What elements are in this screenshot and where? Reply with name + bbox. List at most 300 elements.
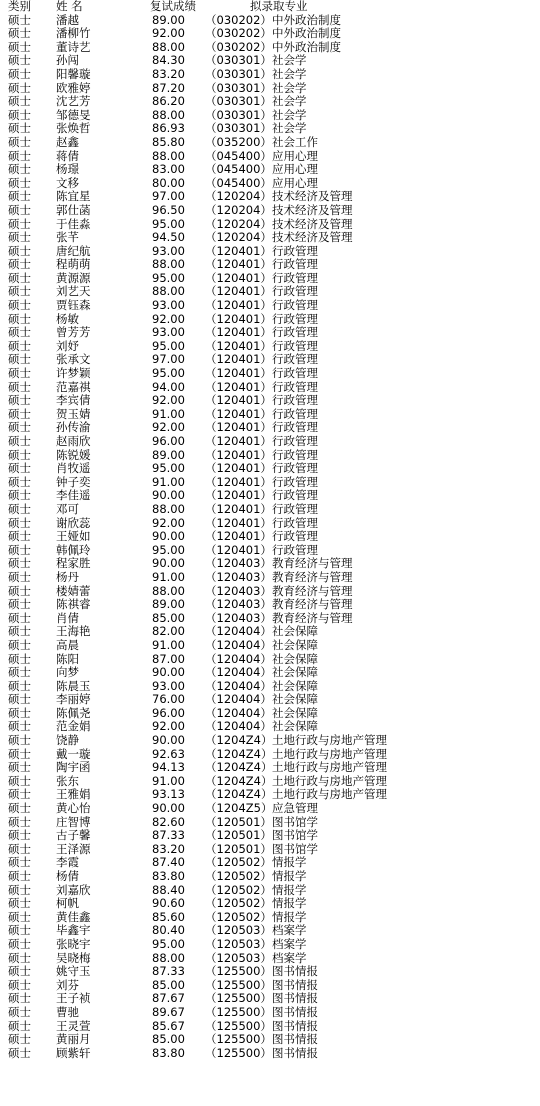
table-row (0, 353, 540, 367)
cell-score: 88.00 (152, 583, 185, 598)
cell-name: 刘妤 (56, 338, 79, 353)
cell-code: （120502） (205, 869, 272, 883)
header-score: 复试成绩 (150, 0, 196, 13)
cell-score: 85.60 (152, 909, 185, 924)
cell-major: 土地行政与房地产管理 (272, 787, 387, 802)
cell-major: 土地行政与房地产管理 (272, 773, 387, 788)
header-type: 类别 (8, 0, 31, 13)
cell-type: 硕士 (8, 284, 31, 299)
cell-code: （120404） (205, 719, 272, 734)
cell-code: （120401） (205, 420, 272, 435)
table-row (0, 924, 540, 938)
cell-name: 黄佳鑫 (56, 909, 91, 924)
cell-type: 硕士 (8, 121, 31, 136)
table-row (0, 340, 540, 354)
cell-code: （045400） (205, 148, 272, 163)
cell-name: 赵鑫 (56, 134, 79, 149)
cell-name: 古子馨 (56, 828, 91, 843)
cell-major: 中外政治制度 (272, 26, 341, 41)
cell-type: 硕士 (8, 936, 31, 951)
cell-code: （120401） (205, 325, 272, 340)
table-row (0, 1047, 540, 1061)
cell-type: 硕士 (8, 678, 31, 693)
cell-major: 图书情报 (272, 1004, 318, 1019)
table-row (0, 992, 540, 1006)
table-row (0, 326, 540, 340)
cell-major: 行政管理 (272, 270, 318, 285)
cell-type: 硕士 (8, 26, 31, 41)
cell-major: 社会学 (272, 53, 307, 68)
cell-type: 硕士 (8, 352, 31, 367)
cell-name: 黄丽月 (56, 1032, 91, 1047)
cell-code: （120401） (205, 243, 272, 258)
cell-type: 硕士 (8, 338, 31, 353)
table-row (0, 911, 540, 925)
cell-code: （120403） (205, 583, 272, 598)
cell-name: 王海艳 (56, 624, 91, 639)
cell-score: 95.00 (152, 338, 185, 353)
cell-score: 88.00 (152, 39, 185, 54)
cell-score: 92.00 (152, 719, 185, 734)
cell-score: 90.00 (152, 733, 185, 748)
cell-type: 硕士 (8, 950, 31, 965)
cell-type: 硕士 (8, 39, 31, 54)
cell-name: 王子祯 (56, 991, 91, 1006)
table-row (0, 190, 540, 204)
cell-code: （1204Z4） (205, 760, 273, 775)
table-row (0, 394, 540, 408)
cell-code: （1204Z4） (205, 746, 273, 761)
table-row (0, 666, 540, 680)
cell-score: 89.67 (152, 1004, 185, 1019)
cell-major: 社会学 (272, 121, 307, 136)
cell-major: 社会保障 (272, 624, 318, 639)
cell-name: 王娅如 (56, 529, 91, 544)
cell-code: （120401） (205, 515, 272, 530)
cell-type: 硕士 (8, 66, 31, 81)
cell-code: （120401） (205, 488, 272, 503)
cell-name: 王雅娟 (56, 787, 91, 802)
cell-name: 饶静 (56, 733, 79, 748)
table-row (0, 653, 540, 667)
cell-name: 柯帆 (56, 896, 79, 911)
cell-code: （120401） (205, 406, 272, 421)
cell-name: 吴晓梅 (56, 950, 91, 965)
cell-major: 社会保障 (272, 665, 318, 680)
cell-score: 87.67 (152, 991, 185, 1006)
cell-score: 90.00 (152, 529, 185, 544)
cell-type: 硕士 (8, 801, 31, 816)
cell-type: 硕士 (8, 94, 31, 109)
table-row (0, 788, 540, 802)
cell-score: 94.00 (152, 379, 185, 394)
cell-code: （120401） (205, 501, 272, 516)
cell-score: 87.40 (152, 855, 185, 870)
table-row (0, 381, 540, 395)
cell-name: 楼婧蕾 (56, 583, 91, 598)
cell-type: 硕士 (8, 733, 31, 748)
cell-type: 硕士 (8, 610, 31, 625)
cell-major: 行政管理 (272, 420, 318, 435)
cell-score: 95.00 (152, 542, 185, 557)
cell-score: 95.00 (152, 216, 185, 231)
cell-type: 硕士 (8, 814, 31, 829)
table-row (0, 938, 540, 952)
table-row (0, 965, 540, 979)
table-row (0, 272, 540, 286)
cell-score: 85.00 (152, 1032, 185, 1047)
cell-code: （030301） (205, 121, 272, 136)
cell-major: 图书情报 (272, 991, 318, 1006)
cell-type: 硕士 (8, 270, 31, 285)
cell-score: 85.67 (152, 1018, 185, 1033)
cell-type: 硕士 (8, 597, 31, 612)
header-row (0, 0, 540, 14)
table-row (0, 109, 540, 123)
cell-code: （120401） (205, 379, 272, 394)
table-row (0, 748, 540, 762)
cell-name: 曹驰 (56, 1004, 79, 1019)
cell-major: 社会学 (272, 94, 307, 109)
cell-name: 李宾倩 (56, 393, 91, 408)
cell-code: （045400） (205, 162, 272, 177)
cell-name: 李佳遥 (56, 488, 91, 503)
cell-score: 95.00 (152, 936, 185, 951)
cell-code: （120401） (205, 284, 272, 299)
table-row (0, 54, 540, 68)
table-row (0, 150, 540, 164)
cell-code: （120404） (205, 705, 272, 720)
cell-code: （120401） (205, 529, 272, 544)
cell-score: 94.50 (152, 230, 185, 245)
cell-code: （125500） (205, 1045, 272, 1060)
cell-type: 硕士 (8, 202, 31, 217)
cell-type: 硕士 (8, 529, 31, 544)
cell-type: 硕士 (8, 882, 31, 897)
cell-type: 硕士 (8, 964, 31, 979)
cell-type: 硕士 (8, 393, 31, 408)
cell-major: 档案学 (272, 950, 307, 965)
cell-type: 硕士 (8, 542, 31, 557)
cell-major: 行政管理 (272, 257, 318, 272)
cell-type: 硕士 (8, 773, 31, 788)
cell-major: 社会学 (272, 80, 307, 95)
cell-name: 张晓宇 (56, 936, 91, 951)
cell-major: 行政管理 (272, 284, 318, 299)
cell-score: 84.30 (152, 53, 185, 68)
cell-code: （120403） (205, 569, 272, 584)
table-row (0, 27, 540, 41)
cell-score: 87.33 (152, 964, 185, 979)
table-row (0, 734, 540, 748)
table-row (0, 761, 540, 775)
cell-name: 黄心怡 (56, 801, 91, 816)
cell-major: 图书情报 (272, 1045, 318, 1060)
cell-name: 阳馨璇 (56, 66, 91, 81)
cell-score: 88.00 (152, 107, 185, 122)
cell-score: 91.00 (152, 637, 185, 652)
cell-major: 档案学 (272, 936, 307, 951)
cell-major: 应用心理 (272, 148, 318, 163)
cell-score: 97.00 (152, 189, 185, 204)
cell-code: （125500） (205, 991, 272, 1006)
cell-name: 肖倩 (56, 610, 79, 625)
table-row (0, 489, 540, 503)
cell-type: 硕士 (8, 1004, 31, 1019)
cell-code: （1204Z4） (205, 733, 273, 748)
cell-score: 93.00 (152, 325, 185, 340)
cell-score: 86.20 (152, 94, 185, 109)
cell-type: 硕士 (8, 434, 31, 448)
cell-score: 90.00 (152, 665, 185, 680)
cell-type: 硕士 (8, 583, 31, 598)
table-row (0, 299, 540, 313)
cell-name: 董诗艺 (56, 39, 91, 54)
cell-major: 行政管理 (272, 338, 318, 353)
cell-code: （030301） (205, 94, 272, 109)
table-row (0, 585, 540, 599)
table-row (0, 285, 540, 299)
cell-major: 中外政治制度 (272, 39, 341, 54)
table-row (0, 408, 540, 422)
table-row (0, 367, 540, 381)
cell-name: 向梦 (56, 665, 79, 680)
cell-name: 王泽源 (56, 841, 91, 856)
cell-type: 硕士 (8, 243, 31, 258)
cell-score: 88.00 (152, 257, 185, 272)
table-row (0, 1020, 540, 1034)
cell-type: 硕士 (8, 447, 31, 462)
table-row (0, 856, 540, 870)
cell-name: 欧雅婷 (56, 80, 91, 95)
cell-score: 83.00 (152, 162, 185, 177)
cell-score: 92.63 (152, 746, 185, 761)
cell-name: 范嘉祺 (56, 379, 91, 394)
cell-type: 硕士 (8, 12, 31, 27)
cell-name: 文移 (56, 175, 79, 190)
cell-name: 陈晨玉 (56, 678, 91, 693)
cell-major: 应急管理 (272, 801, 318, 816)
table-row (0, 598, 540, 612)
cell-name: 高晨 (56, 637, 79, 652)
cell-name: 张焕哲 (56, 121, 91, 136)
cell-major: 社会保障 (272, 692, 318, 707)
cell-name: 张承文 (56, 352, 91, 367)
cell-score: 85.00 (152, 610, 185, 625)
table-row (0, 802, 540, 816)
cell-major: 应用心理 (272, 175, 318, 190)
cell-code: （030301） (205, 53, 272, 68)
cell-major: 行政管理 (272, 366, 318, 381)
cell-name: 贾钰森 (56, 298, 91, 313)
cell-type: 硕士 (8, 896, 31, 911)
cell-major: 社会学 (272, 107, 307, 122)
cell-type: 硕士 (8, 977, 31, 992)
cell-score: 96.00 (152, 705, 185, 720)
cell-major: 社会保障 (272, 678, 318, 693)
table-row (0, 979, 540, 993)
cell-code: （120404） (205, 637, 272, 652)
cell-major: 行政管理 (272, 243, 318, 258)
cell-major: 社会保障 (272, 651, 318, 666)
cell-major: 土地行政与房地产管理 (272, 746, 387, 761)
cell-score: 87.20 (152, 80, 185, 95)
cell-code: （120204） (205, 230, 272, 245)
cell-major: 教育经济与管理 (272, 583, 353, 598)
cell-code: （120401） (205, 542, 272, 557)
cell-name: 杨倩 (56, 869, 79, 883)
table-row (0, 435, 540, 449)
cell-type: 硕士 (8, 311, 31, 326)
table-row (0, 625, 540, 639)
cell-name: 刘芬 (56, 977, 79, 992)
cell-type: 硕士 (8, 855, 31, 870)
cell-name: 谢欣蕊 (56, 515, 91, 530)
cell-type: 硕士 (8, 461, 31, 476)
cell-name: 孙传渝 (56, 420, 91, 435)
cell-code: （120401） (205, 474, 272, 489)
cell-major: 社会保障 (272, 637, 318, 652)
cell-code: （125500） (205, 1032, 272, 1047)
cell-name: 陶宇函 (56, 760, 91, 775)
table-row (0, 517, 540, 531)
cell-score: 90.00 (152, 801, 185, 816)
cell-major: 情报学 (272, 896, 307, 911)
cell-major: 行政管理 (272, 393, 318, 408)
cell-score: 97.00 (152, 352, 185, 367)
cell-name: 陈祺睿 (56, 597, 91, 612)
cell-score: 90.00 (152, 488, 185, 503)
cell-major: 土地行政与房地产管理 (272, 760, 387, 775)
cell-name: 郭仕菡 (56, 202, 91, 217)
cell-score: 91.00 (152, 474, 185, 489)
table-row (0, 612, 540, 626)
cell-major: 行政管理 (272, 379, 318, 394)
table-row (0, 218, 540, 232)
table-row (0, 503, 540, 517)
cell-name: 钟子奕 (56, 474, 91, 489)
cell-major: 教育经济与管理 (272, 610, 353, 625)
cell-major: 情报学 (272, 869, 307, 883)
cell-type: 硕士 (8, 230, 31, 245)
cell-code: （1204Z4） (205, 787, 273, 802)
cell-code: （120404） (205, 624, 272, 639)
table-row (0, 136, 540, 150)
cell-score: 93.00 (152, 298, 185, 313)
cell-code: （030202） (205, 12, 272, 27)
cell-score: 83.80 (152, 869, 185, 883)
cell-major: 社会保障 (272, 719, 318, 734)
cell-type: 硕士 (8, 705, 31, 720)
cell-type: 硕士 (8, 787, 31, 802)
cell-code: （125500） (205, 1004, 272, 1019)
cell-type: 硕士 (8, 719, 31, 734)
cell-name: 潘柳竹 (56, 26, 91, 41)
cell-type: 硕士 (8, 556, 31, 571)
cell-type: 硕士 (8, 175, 31, 190)
cell-code: （120401） (205, 447, 272, 462)
cell-major: 土地行政与房地产管理 (272, 733, 387, 748)
cell-name: 陈佩尧 (56, 705, 91, 720)
cell-name: 沈艺芳 (56, 94, 91, 109)
cell-score: 76.00 (152, 692, 185, 707)
table-row (0, 884, 540, 898)
cell-score: 96.00 (152, 434, 185, 448)
cell-score: 88.00 (152, 148, 185, 163)
cell-major: 图书馆学 (272, 828, 318, 843)
cell-score: 82.00 (152, 624, 185, 639)
cell-major: 社会保障 (272, 705, 318, 720)
cell-name: 戴一璇 (56, 746, 91, 761)
cell-code: （120403） (205, 556, 272, 571)
cell-code: （120401） (205, 434, 272, 448)
cell-major: 技术经济及管理 (272, 216, 353, 231)
cell-type: 硕士 (8, 1032, 31, 1047)
cell-score: 91.00 (152, 773, 185, 788)
cell-code: （120501） (205, 841, 272, 856)
cell-type: 硕士 (8, 107, 31, 122)
cell-name: 于佳淼 (56, 216, 91, 231)
cell-name: 赵雨欣 (56, 434, 91, 448)
cell-name: 杨璟 (56, 162, 79, 177)
cell-name: 蒋倩 (56, 148, 79, 163)
cell-score: 95.00 (152, 461, 185, 476)
cell-name: 韩佩玲 (56, 542, 91, 557)
table-row (0, 313, 540, 327)
cell-code: （120503） (205, 936, 272, 951)
cell-major: 行政管理 (272, 406, 318, 421)
cell-major: 行政管理 (272, 529, 318, 544)
cell-score: 92.00 (152, 311, 185, 326)
cell-score: 88.00 (152, 950, 185, 965)
cell-score: 86.93 (152, 121, 185, 136)
cell-score: 94.13 (152, 760, 185, 775)
table-row (0, 163, 540, 177)
cell-score: 95.00 (152, 270, 185, 285)
cell-type: 硕士 (8, 134, 31, 149)
cell-code: （125500） (205, 977, 272, 992)
table-row (0, 421, 540, 435)
cell-major: 教育经济与管理 (272, 597, 353, 612)
cell-code: （030301） (205, 80, 272, 95)
cell-name: 陈宜星 (56, 189, 91, 204)
cell-code: （120401） (205, 257, 272, 272)
cell-name: 潘越 (56, 12, 79, 27)
cell-code: （120403） (205, 597, 272, 612)
cell-score: 92.00 (152, 26, 185, 41)
cell-major: 行政管理 (272, 352, 318, 367)
cell-score: 80.40 (152, 923, 185, 938)
cell-name: 陈锐媛 (56, 447, 91, 462)
cell-code: （120404） (205, 665, 272, 680)
cell-type: 硕士 (8, 991, 31, 1006)
cell-code: （120502） (205, 882, 272, 897)
table-row (0, 177, 540, 191)
cell-code: （120404） (205, 651, 272, 666)
cell-code: （120404） (205, 678, 272, 693)
cell-code: （120204） (205, 189, 272, 204)
cell-name: 李霞 (56, 855, 79, 870)
cell-type: 硕士 (8, 828, 31, 843)
cell-code: （120501） (205, 814, 272, 829)
cell-score: 93.00 (152, 678, 185, 693)
table-row (0, 639, 540, 653)
cell-type: 硕士 (8, 80, 31, 95)
cell-code: （120502） (205, 855, 272, 870)
cell-name: 陈阳 (56, 651, 79, 666)
cell-name: 邹德旻 (56, 107, 91, 122)
cell-major: 行政管理 (272, 298, 318, 313)
